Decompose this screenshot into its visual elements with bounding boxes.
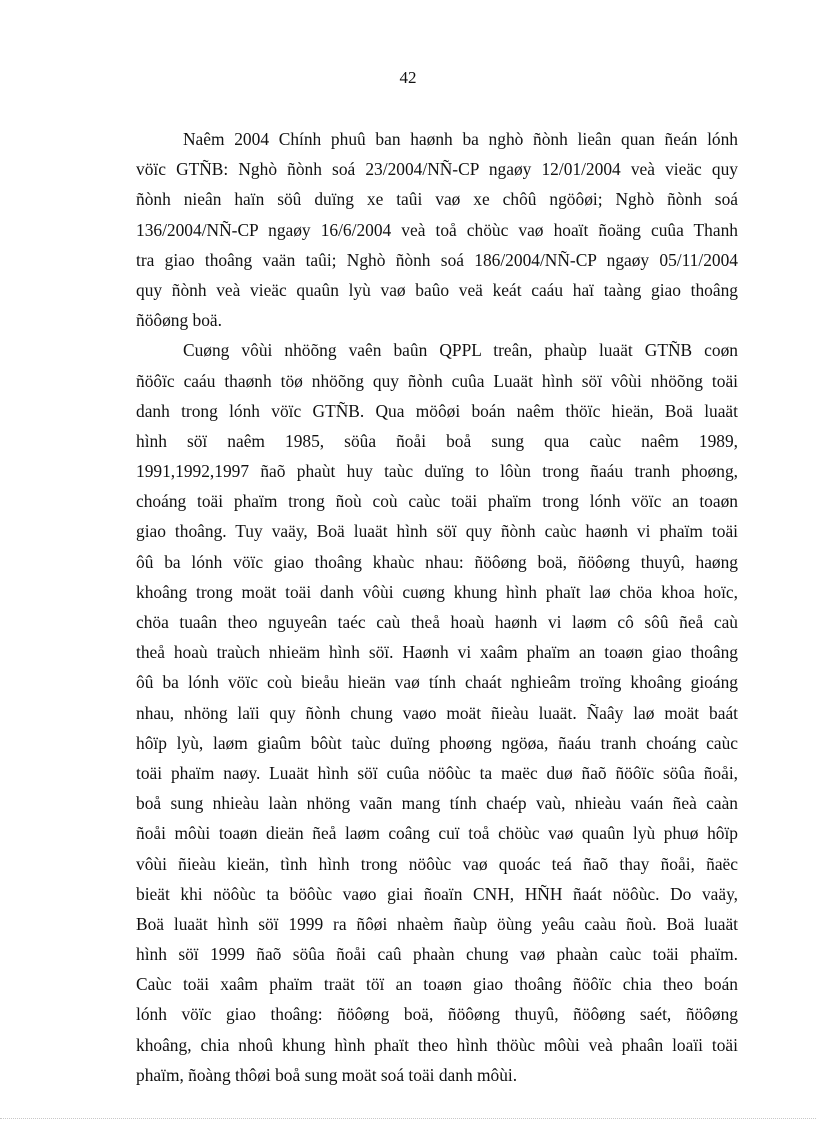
body-text xyxy=(136,124,738,1090)
text-line: 1991,1992,1997 ñaõ phaùt huy taùc duïng to lôùn trong ñaáu tranh phoøng, xyxy=(136,461,738,482)
text-line: danh trong lónh vöïc GTÑB. Qua möôøi boán naêm thöïc hieän, Boä luaät xyxy=(136,400,738,421)
text-line: Caùc toäi xaâm phaïm traät töï an toaøn giao thoâng ñöôïc chia theo boán xyxy=(136,974,738,995)
text-line: giao thoâng. Tuy vaäy, Boä luaät hình söï quy ñònh caùc haønh vi phaïm toäi xyxy=(136,521,738,542)
text-line: ñöôïc caáu thaønh töø nhöõng quy ñònh cuûa Luaät hình söï vôùi nhöõng toäi xyxy=(136,370,738,391)
text-line: bieät khi nöôùc ta böôùc vaøo giai ñoaïn CNH, HÑH ñaát nöôùc. Do vaäy, xyxy=(136,883,738,904)
text-line: khoâng trong moät toäi danh vôùi cuøng khung hình phaït laø chöa khoa hoïc, xyxy=(136,581,738,602)
text-line: ôû ba lónh vöïc giao thoâng khaùc nhau: ñöôøng boä, ñöôøng thuyû, haøng xyxy=(136,551,738,572)
text-line: ñònh nieân haïn söû duïng xe taûi vaø xe chôû ngöôøi; Nghò ñònh soá xyxy=(136,189,738,210)
page-bottom-divider xyxy=(0,1118,816,1119)
paragraph-1 xyxy=(136,124,738,335)
text-line: vôùi ñieàu kieän, tình hình trong nöôùc vaø quoác teá ñaõ thay ñoåi, ñaëc xyxy=(136,853,738,874)
text-line: phaïm, ñoàng thôøi boå sung moät soá toäi danh môùi. xyxy=(136,1064,518,1085)
text-line: nhau, nhöng laïi quy ñònh chung vaøo moät ñieàu luaät. Ñaây laø moät baát xyxy=(136,702,738,723)
text-line: chöa tuaân theo nguyeân taéc caù theå hoaù haønh vi laøm cô sôû ñeå caù xyxy=(136,612,738,632)
text-line: tra giao thoâng vaän taûi; Nghò ñònh soá 186/2004/NÑ-CP ngaøy 05/11/2004 xyxy=(136,249,738,270)
text-line: toäi phaïm naøy. Luaät hình söï cuûa nöôùc ta maëc duø ñaõ ñöôïc söûa ñoåi, xyxy=(136,762,738,783)
text-line: khoâng, chia nhoû khung hình phaït theo hình thöùc môùi veà phaân loaïi toäi xyxy=(136,1034,738,1055)
text-line: 136/2004/NÑ-CP ngaøy 16/6/2004 veà toå chöùc vaø hoaït ñoäng cuûa Thanh xyxy=(136,219,738,240)
text-line: ôû ba lónh vöïc coù bieåu hieän vaø tính chaát nghieâm troïng khoâng gioáng xyxy=(136,672,738,693)
text-line: ñöôøng boä. xyxy=(136,310,222,331)
text-line: Naêm 2004 Chính phuû ban haønh ba nghò ñònh lieân quan ñeán lónh xyxy=(183,129,738,149)
text-line: theå hoaù traùch nhieäm hình söï. Haønh vi xaâm phaïm an toaøn giao thoâng xyxy=(136,642,738,663)
paragraph-2 xyxy=(136,335,738,1090)
text-line: hôïp lyù, laøm giaûm bôùt taùc duïng phoøng ngöøa, ñaáu tranh choáng caùc xyxy=(136,732,738,753)
text-line: vöïc GTÑB: Nghò ñònh soá 23/2004/NÑ-CP ngaøy 12/01/2004 veà vieäc quy xyxy=(136,159,738,180)
text-line: boå sung nhieàu laàn nhöng vaãn mang tính chaép vaù, nhieàu vaán ñeà caàn xyxy=(136,793,738,814)
text-line: hình söï naêm 1985, söûa ñoåi boå sung qua caùc naêm 1989, xyxy=(136,430,738,451)
text-line: Boä luaät hình söï 1999 ra ñôøi nhaèm ñaùp öùng yeâu caàu ñoù. Boä luaät xyxy=(136,913,738,934)
text-line: hình söï 1999 ñaõ söûa ñoåi caû phaàn chung vaø phaàn caùc toäi phaïm. xyxy=(136,944,738,965)
page-number: 42 xyxy=(399,68,417,87)
text-line: lónh vöïc giao thoâng: ñöôøng boä, ñöôøng thuyû, ñöôøng saét, ñöôøng xyxy=(136,1004,738,1025)
text-line: ñoåi môùi toaøn dieän ñeå laøm coâng cuï toå chöùc vaø quaûn lyù phuø hôïp xyxy=(136,823,738,844)
text-line: quy ñònh veà vieäc quaûn lyù vaø baûo veä keát caáu haï taàng giao thoâng xyxy=(136,279,738,300)
text-line: choáng toäi phaïm trong ñoù coù caùc toäi phaïm trong lónh vöïc an toaøn xyxy=(136,491,738,512)
text-line: Cuøng vôùi nhöõng vaên baûn QPPL treân, phaùp luaät GTÑB coøn xyxy=(183,340,738,361)
